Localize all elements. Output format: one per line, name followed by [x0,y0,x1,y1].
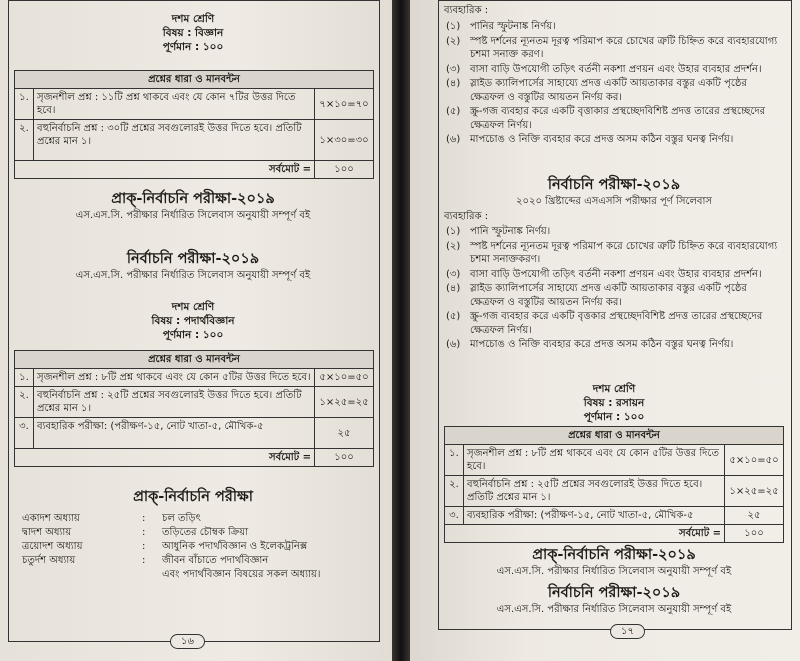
list-item: (৩) বাসা বাড়ি উপযোগী তড়িৎ বর্তনী নকশা প্রণয়ন এবং উহার ব্যবহার প্রদর্শন। [446,268,762,280]
list-item: (৬) মাপচোঙ ও নিক্তি ব্যবহার করে প্রদত্ত অসম কঠিন বস্তুর ঘনত্ব নির্ণয়। [446,134,734,145]
chemistry-marks-table [444,426,784,543]
list-item: (৫) স্ক্রু-গজ ব্যবহার করে একটি বৃত্তকার প্রস্থচ্ছেদবিশিষ্ট প্রদত্ত তারের প্রস্থচ্ছেদের ক্ষেত্রফল নির্ণয়। [446,311,763,336]
full-marks-label: পূর্ণমান : ১০০ [162,41,224,53]
test-title: নির্বাচনি পরীক্ষা-২০১৯ [547,585,681,601]
list-item: চতুর্দশ অধ্যায় : জীবন বাঁচাতে পদার্থবিজ্ঞান [22,555,269,566]
table-total-row: সর্বমোট = ১০০ [15,161,374,179]
pre-test-text: এস.এস.সি. পরীক্ষার নির্ধারিত সিলেবাস অনুযায়ী সম্পূর্ণ বই [75,210,311,221]
physics-header [8,300,378,342]
physics-marks-table [14,350,374,467]
table-row: ৩. ব্যবহারিক পরীক্ষা: (পরীক্ষণ-১৫, নোট খাতা-৫, মৌখিক-৫ ২৫ [15,418,374,449]
pre-test-section [8,190,378,223]
practical-list [446,20,784,148]
list-item: এবং পদার্থবিজ্ঞান বিষয়ের সকল অধ্যায়। [162,569,321,580]
class-label: দশম শ্রেণি [171,301,215,313]
test-section [8,250,378,283]
pre-test-title: প্রাক্-নির্বাচনি পরীক্ষা [133,489,253,505]
left-page [0,0,392,661]
book-gutter [392,0,410,661]
science-header [8,12,378,54]
test-section [438,176,790,209]
test-text: এস.এস.সি. পরীক্ষার নির্ধারিত সিলেবাস অনুযায়ী সম্পূর্ণ বই [496,604,732,615]
list-item: (১) পানির স্ফুটনাঙ্ক নির্ণয়। [446,21,556,32]
list-item: (২) স্পষ্ট দর্শনের ন্যূনতম দূরত্ব পরিমাপ করে চোখের ত্রুটি চিহ্নিত করে ব্যবহারযোগ্য চশমা সনাক্ত করণ। [446,35,778,60]
subject-label: বিষয় : বিজ্ঞান [162,27,224,39]
chemistry-header [438,382,790,424]
table-total-row: সর্বমোট = ১০০ [15,449,374,467]
table-row: ২. বহুনির্বাচনি প্রশ্ন : ২৫টি প্রশ্নের সবগুলোরই উত্তর দিতে হবে। প্রতিটি প্রশ্নের মান ১। ১×২৫=২৫ [15,387,374,418]
list-item: (৪) স্লাইড ক্যালিপার্সের সাহায্যে প্রদত্ত একটি আয়তাকার বস্তুর একটি পৃষ্ঠের ক্ষেত্রফল ও বস্তুটির আয়তন নির্ণয় কর। [446,283,747,308]
list-item: (৩) বাসা বাড়ি উপযোগী তড়িৎ বর্তনী নকশা প্রণয়ন এবং উহার ব্যবহার প্রদর্শন। [446,63,762,75]
table-row: ১. সৃজনশীল প্রশ্ন : ৮টি প্রশ্ন থাকবে এবং যে কোন ৫টির উত্তর দিতে হবে। ৫×১০=৫০ [15,369,374,387]
test-title: নির্বাচনি পরীক্ষা-২০১৯ [126,251,260,267]
test-subtitle: ২০২০ খ্রিষ্টাব্দের এসএসসি পরীক্ষার পূর্ণ সিলেবাস [515,196,713,207]
table-row: ৩. ব্যবহারিক পরীক্ষা: (পরীক্ষণ-১৫, নোট খাতা-৫, মৌখিক-৫ ২৫ [445,507,784,525]
list-item: (৬) মাপচোঙ ও নিক্তি ব্যবহার করে প্রদত্ত অসম কঠিন বস্তুর ঘনত্ব নির্ণয়। [446,339,734,350]
list-item: একাদশ অধ্যায় : চল তড়িৎ [22,513,201,524]
practical-label: ব্যবহারিক : [444,5,489,16]
table-title: প্রশ্নের ধারা ও মানবন্টন [15,71,374,89]
table-row: ২. বহুনির্বাচনি প্রশ্ন : ৩০টি প্রশ্নের সবগুলোরই উত্তর দিতে হবে। প্রতিটি প্রশ্নের মান ১। ১×৩০=৩০ [15,120,374,161]
table-row: ২. বহুনির্বাচনি প্রশ্ন : ২৫টি প্রশ্নের সবগুলোরই উত্তর দিতে হবে। প্রতিটি প্রশ্নের মান ১। ১×২৫=২৫ [445,476,784,507]
test-text: এস.এস.সি. পরীক্ষার নির্ধারিত সিলেবাস অনুযায়ী সম্পূর্ণ বই [75,270,311,281]
page-number: ১৬ [170,634,205,649]
subject-label: বিষয় : রসায়ন [583,397,645,409]
practical-list-2 [446,225,784,353]
pre-test-section-2 [8,488,378,507]
list-item: (১) পানি স্ফুটনাঙ্ক নির্ণয়। [446,226,551,237]
list-item: ত্রয়োদশ অধ্যায় : আধুনিক পদার্থবিজ্ঞান ও ইলেকট্রনিক্স [22,541,308,552]
pre-test-title: প্রাক্-নির্বাচনি পরীক্ষা-২০১৯ [111,191,275,207]
page-number: ১৭ [610,624,645,639]
test-section-2 [438,584,790,617]
full-marks-label: পূর্ণমান : ১০০ [162,329,224,341]
subject-label: বিষয় : পদার্থবিজ্ঞান [151,315,235,327]
chapter-list [22,512,377,582]
class-label: দশম শ্রেণি [592,383,636,395]
list-item: (৫) স্ক্রু-গজ ব্যবহার করে একটি বৃত্তাকার প্রস্থচ্ছেদবিশিষ্ট প্রদত্ত তারের প্রস্থচ্ছেদের ক্ষেত্রফল নির্ণয়। [446,106,766,131]
pre-test-title: প্রাক্-নির্বাচনি পরীক্ষা-২০১৯ [532,547,696,563]
table-total-row: সর্বমোট = ১০০ [445,525,784,543]
list-item: (৪) স্লাইড ক্যালিপার্সের সাহায্যে প্রদত্ত একটি আয়তাকার বস্তুর একটি পৃষ্ঠের ক্ষেত্রফল ও বস্তুটির আয়তন নির্ণয় কর। [446,78,747,103]
test-title: নির্বাচনি পরীক্ষা-২০১৯ [547,177,681,193]
table-row: ১. সৃজনশীল প্রশ্ন : ১১টি প্রশ্ন থাকবে এবং যে কোন ৭টির উত্তর দিতে হবে। ৭×১০=৭০ [15,89,374,120]
class-label: দশম শ্রেণি [171,13,215,25]
practical-label-2: ব্যবহারিক : [444,211,489,222]
right-page [410,0,800,661]
pre-test-section [438,546,790,579]
list-item: (২) স্পষ্ট দর্শনের ন্যূনতম দূরত্ব পরিমাপ করে চোখের ত্রুটি চিহ্নিত করে ব্যবহারযোগ্য চশমা সনাক্তকরণ। [446,240,778,265]
list-item: দ্বাদশ অধ্যায় : তড়িতের চৌম্বক ক্রিয়া [22,527,249,538]
science-marks-table [14,70,374,179]
table-row: ১. সৃজনশীল প্রশ্ন : ৮টি প্রশ্ন থাকবে এবং যে কোন ৫টির উত্তর দিতে হবে। ৫×১০=৫০ [445,445,784,476]
table-title: প্রশ্নের ধারা ও মানবন্টন [445,427,784,445]
full-marks-label: পূর্ণমান : ১০০ [583,411,645,423]
table-title: প্রশ্নের ধারা ও মানবন্টন [15,351,374,369]
pre-test-text: এস.এস.সি. পরীক্ষার নির্ধারিত সিলেবাস অনুযায়ী সম্পূর্ণ বই [496,566,732,577]
